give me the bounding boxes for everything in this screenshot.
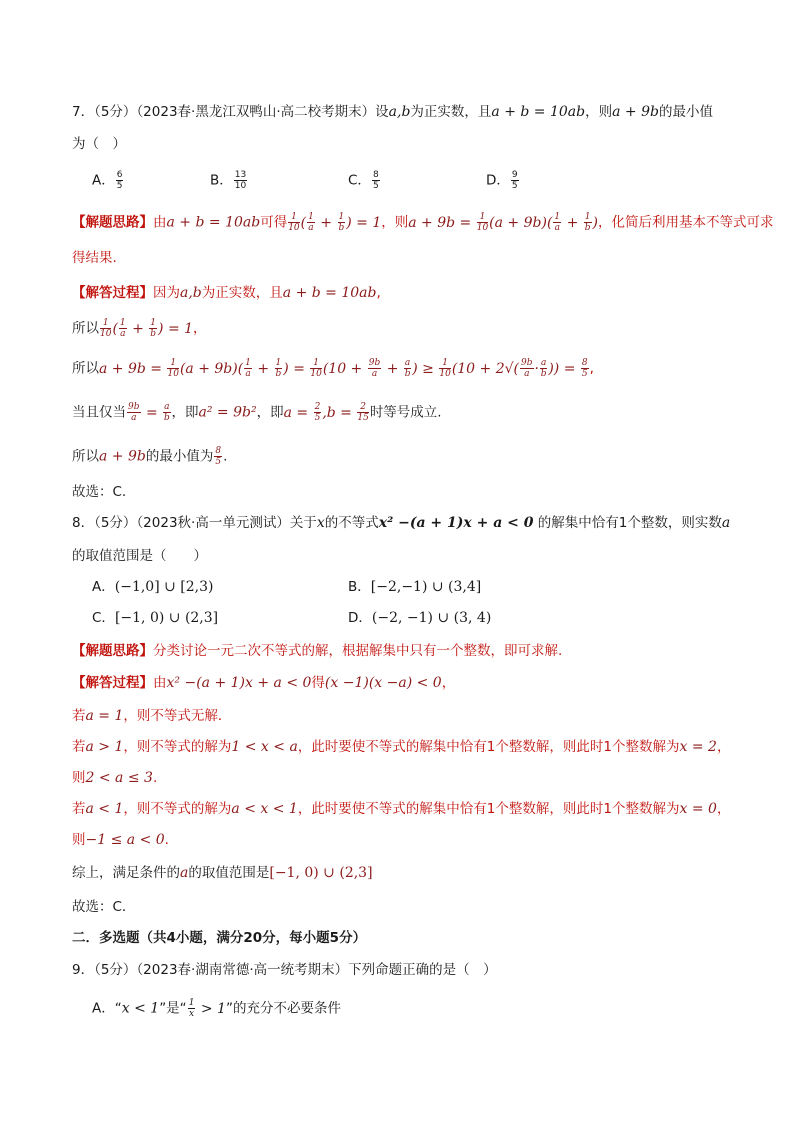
q9-option-a[interactable]: A．“x < 1”是“ $\frac{1}{x}$ > 1”的充分不必要条件: [92, 998, 341, 1019]
q8-text: 的不等式: [324, 515, 379, 531]
process-text: 若: [72, 708, 86, 724]
idea-tag: 【解题思路】: [72, 214, 153, 231]
process-text: 为正实数，且: [201, 285, 283, 301]
q7-process-line1: 【解答过程】因为a,b为正实数，且a + b = 10ab,: [72, 285, 381, 301]
q8-text: 的解集中恰有1个整数，则实数: [537, 515, 722, 531]
q8-score: （5分）: [94, 515, 137, 531]
q8-case1: 若a = 1，则不等式无解．: [72, 708, 232, 724]
option-label: A．: [92, 1000, 115, 1017]
option-label: A．: [92, 579, 115, 595]
idea-tag: 【解题思路】: [72, 643, 153, 659]
option-label: D．: [348, 610, 372, 626]
q8-idea: [72, 641, 562, 661]
idea-text: ，化简后利用基本不等式可求: [597, 214, 774, 231]
idea-text: 由: [153, 214, 167, 231]
q7-option-b[interactable]: [210, 170, 248, 191]
process-text: 的最小值为: [145, 448, 214, 465]
q9-text: 下列命题正确的是（ ）: [348, 962, 497, 978]
q8-case3-line2: 则−1 ≤ a < 0.: [72, 832, 169, 848]
q7-number: 7．: [72, 104, 95, 120]
q7-text: 的最小值: [658, 104, 713, 120]
q7-process-line5: 所以a + 9b的最小值为 $\frac{8}{5}$ .: [72, 446, 228, 467]
option-num: 13: [234, 170, 247, 180]
process-text: ，则不等式的解为: [123, 739, 232, 755]
q8-answer: 故选：C．: [72, 899, 136, 915]
option-label: C．: [348, 172, 371, 189]
q7-text: 为正实数，且: [410, 104, 492, 120]
q8-summary: 综上，满足条件的a的取值范围是[−1, 0) ∪ (2,3]: [72, 865, 373, 881]
q7-answer: 故选：C.: [72, 484, 127, 500]
process-text: ，则不等式的解为: [123, 801, 232, 817]
process-text: 时等号成立.: [369, 404, 442, 421]
option-den: 5: [372, 181, 379, 191]
option-text: [−1, 0) ∪ (2,3]: [114, 610, 219, 626]
q7-option-d[interactable]: [486, 170, 520, 191]
section-heading: 二．多选题（共4小题，满分20分，每小题5分）: [72, 930, 367, 946]
q8-stem-line2: [72, 546, 207, 566]
q7-stem-line2: [72, 134, 126, 154]
q9-source: （2023春·湖南常德·高一统考期末）: [136, 962, 349, 978]
q8-process-line1: 【解答过程】由x² −(a + 1)x + a < 0得(x −1)(x −a) < 0，: [72, 675, 456, 691]
q7-math: a,b: [388, 104, 411, 120]
q7-math: a + b = 10ab: [491, 104, 586, 120]
option-den: 10: [234, 181, 247, 191]
option-label: A．: [92, 172, 115, 189]
q8-case2-line2: 则2 < a ≤ 3.: [72, 770, 158, 786]
option-den: 5: [116, 181, 123, 191]
process-text: 所以: [72, 320, 99, 337]
process-text: ，即: [256, 404, 284, 421]
process-text: 若: [72, 801, 86, 817]
option-label: B．: [348, 579, 371, 595]
q8-option-a[interactable]: [92, 577, 214, 597]
q8-source: （2023秋·高一单元测试）: [136, 515, 290, 531]
process-tag: 【解答过程】: [72, 285, 153, 301]
q9-score: （5分）: [94, 962, 137, 978]
q8-option-c[interactable]: [92, 608, 218, 628]
q7-process-line2: 所以 $\frac{1}{10}$ ( $\frac{1}{a}$ + $\frac{1}{b}$ ) = 1，: [72, 318, 207, 339]
q8-number: 8．: [72, 515, 95, 531]
process-text: 所以: [72, 360, 99, 377]
q7-process-line4: 当且仅当 $\frac{9b}{a}$ = $\frac{a}{b}$ ，即a² = 9b²，即a = $\frac{2}{5}$ ,b = $\frac{2}{15}$ 时等号成立.: [72, 402, 442, 423]
q7-source: （2023春·黑龙江双鸭山·高二校考期末）: [136, 104, 376, 120]
option-num: 8: [372, 170, 379, 180]
process-text: 所以: [72, 448, 99, 465]
option-text: (−1,0] ∪ [2,3): [114, 579, 214, 595]
q7-text: ，则: [585, 104, 613, 120]
option-text: ”的充分不必要条件: [225, 1000, 341, 1017]
process-text: ，即: [171, 404, 199, 421]
q7-option-c[interactable]: [348, 170, 381, 191]
process-text: 的取值范围是: [188, 865, 270, 881]
option-text: (−2, −1) ∪ (3, 4): [371, 610, 492, 626]
idea-text: 可得: [260, 214, 288, 231]
idea-text: 得结果.: [72, 250, 117, 266]
option-text: “: [114, 1000, 122, 1017]
process-text: ，则不等式无解．: [123, 708, 232, 724]
q8-text: 关于: [289, 515, 317, 531]
q7-stem-line1: [72, 102, 713, 122]
process-text: 综上，满足条件的: [72, 865, 180, 881]
option-label: D．: [486, 172, 510, 189]
process-text: 则: [72, 770, 86, 786]
process-text: ，此时要使不等式的解集中恰有1个整数解，则此时1个整数解为: [297, 739, 680, 755]
q8-text: 的取值范围是（ ）: [72, 548, 207, 564]
process-text: 因为: [153, 285, 180, 301]
q9-number: 9．: [72, 962, 95, 978]
process-text: 得: [311, 675, 325, 691]
q8-case3-line1: 若a < 1，则不等式的解为a < x < 1，此时要使不等式的解集中恰有1个整数解，则此时1个整数解为x = 0，: [72, 801, 731, 817]
option-text: ”是“: [159, 1000, 187, 1017]
process-text: ，此时要使不等式的解集中恰有1个整数解，则此时1个整数解为: [297, 801, 680, 817]
idea-text: 分类讨论一元二次不等式的解，根据解集中只有一个整数，即可求解.: [153, 643, 563, 659]
process-text: 当且仅当: [72, 404, 126, 421]
q7-option-a[interactable]: [92, 170, 124, 191]
option-label: C．: [92, 610, 115, 626]
q7-math: a + 9b: [612, 104, 659, 120]
option-label: B．: [210, 172, 233, 189]
process-text: 则: [72, 832, 86, 848]
q7-text: 设: [375, 104, 389, 120]
process-text: 由: [153, 675, 167, 691]
q7-idea-line2: [72, 248, 117, 268]
q7-process-line3: 所以a + 9b = $\frac{1}{10}$ (a + 9b)( $\frac{1}{a}$ + $\frac{1}{b}$ ) = $\frac{1}{10}$ (10 + $\frac{9b}{a}$ + $\frac{a}{b}$ ) ≥ $\frac{1}{10}$ (10 + 2√( $\frac{9b}{a}$ · $\frac{a}{b}$ )) = $\frac{8}{5}$ ,: [72, 358, 594, 379]
option-num: 9: [511, 170, 518, 180]
option-num: 6: [116, 170, 123, 180]
q8-stem-line1: 8．（5分）（2023秋·高一单元测试）关于x的不等式x² −(a + 1)x + a < 0 的解集中恰有1个整数，则实数a: [72, 515, 731, 531]
q8-case2-line1: 若a > 1，则不等式的解为1 < x < a，此时要使不等式的解集中恰有1个整数解，则此时1个整数解为x = 2，: [72, 739, 731, 755]
q7-text: 为（ ）: [72, 136, 126, 152]
idea-text: ，则: [381, 214, 409, 231]
q9-stem: [72, 960, 497, 980]
q8-option-d[interactable]: [348, 608, 491, 628]
q7-idea-line1: 【解题思路】由a + b = 10ab可得 $\frac{1}{10}$ ( $\frac{1}{a}$ + $\frac{1}{b}$ ) = 1，则a + 9b = $\frac{1}{10}$ (a + 9b)( $\frac{1}{a}$ + $\frac{1}{b}$ )，化简后利用基本不等式可求: [72, 212, 774, 233]
process-tag: 【解答过程】: [72, 675, 153, 691]
process-text: 若: [72, 739, 86, 755]
q8-option-b[interactable]: [348, 577, 481, 597]
option-den: 5: [511, 181, 518, 191]
option-text: [−2,−1) ∪ (3,4]: [370, 579, 482, 595]
q7-score: （5分）: [94, 104, 137, 120]
